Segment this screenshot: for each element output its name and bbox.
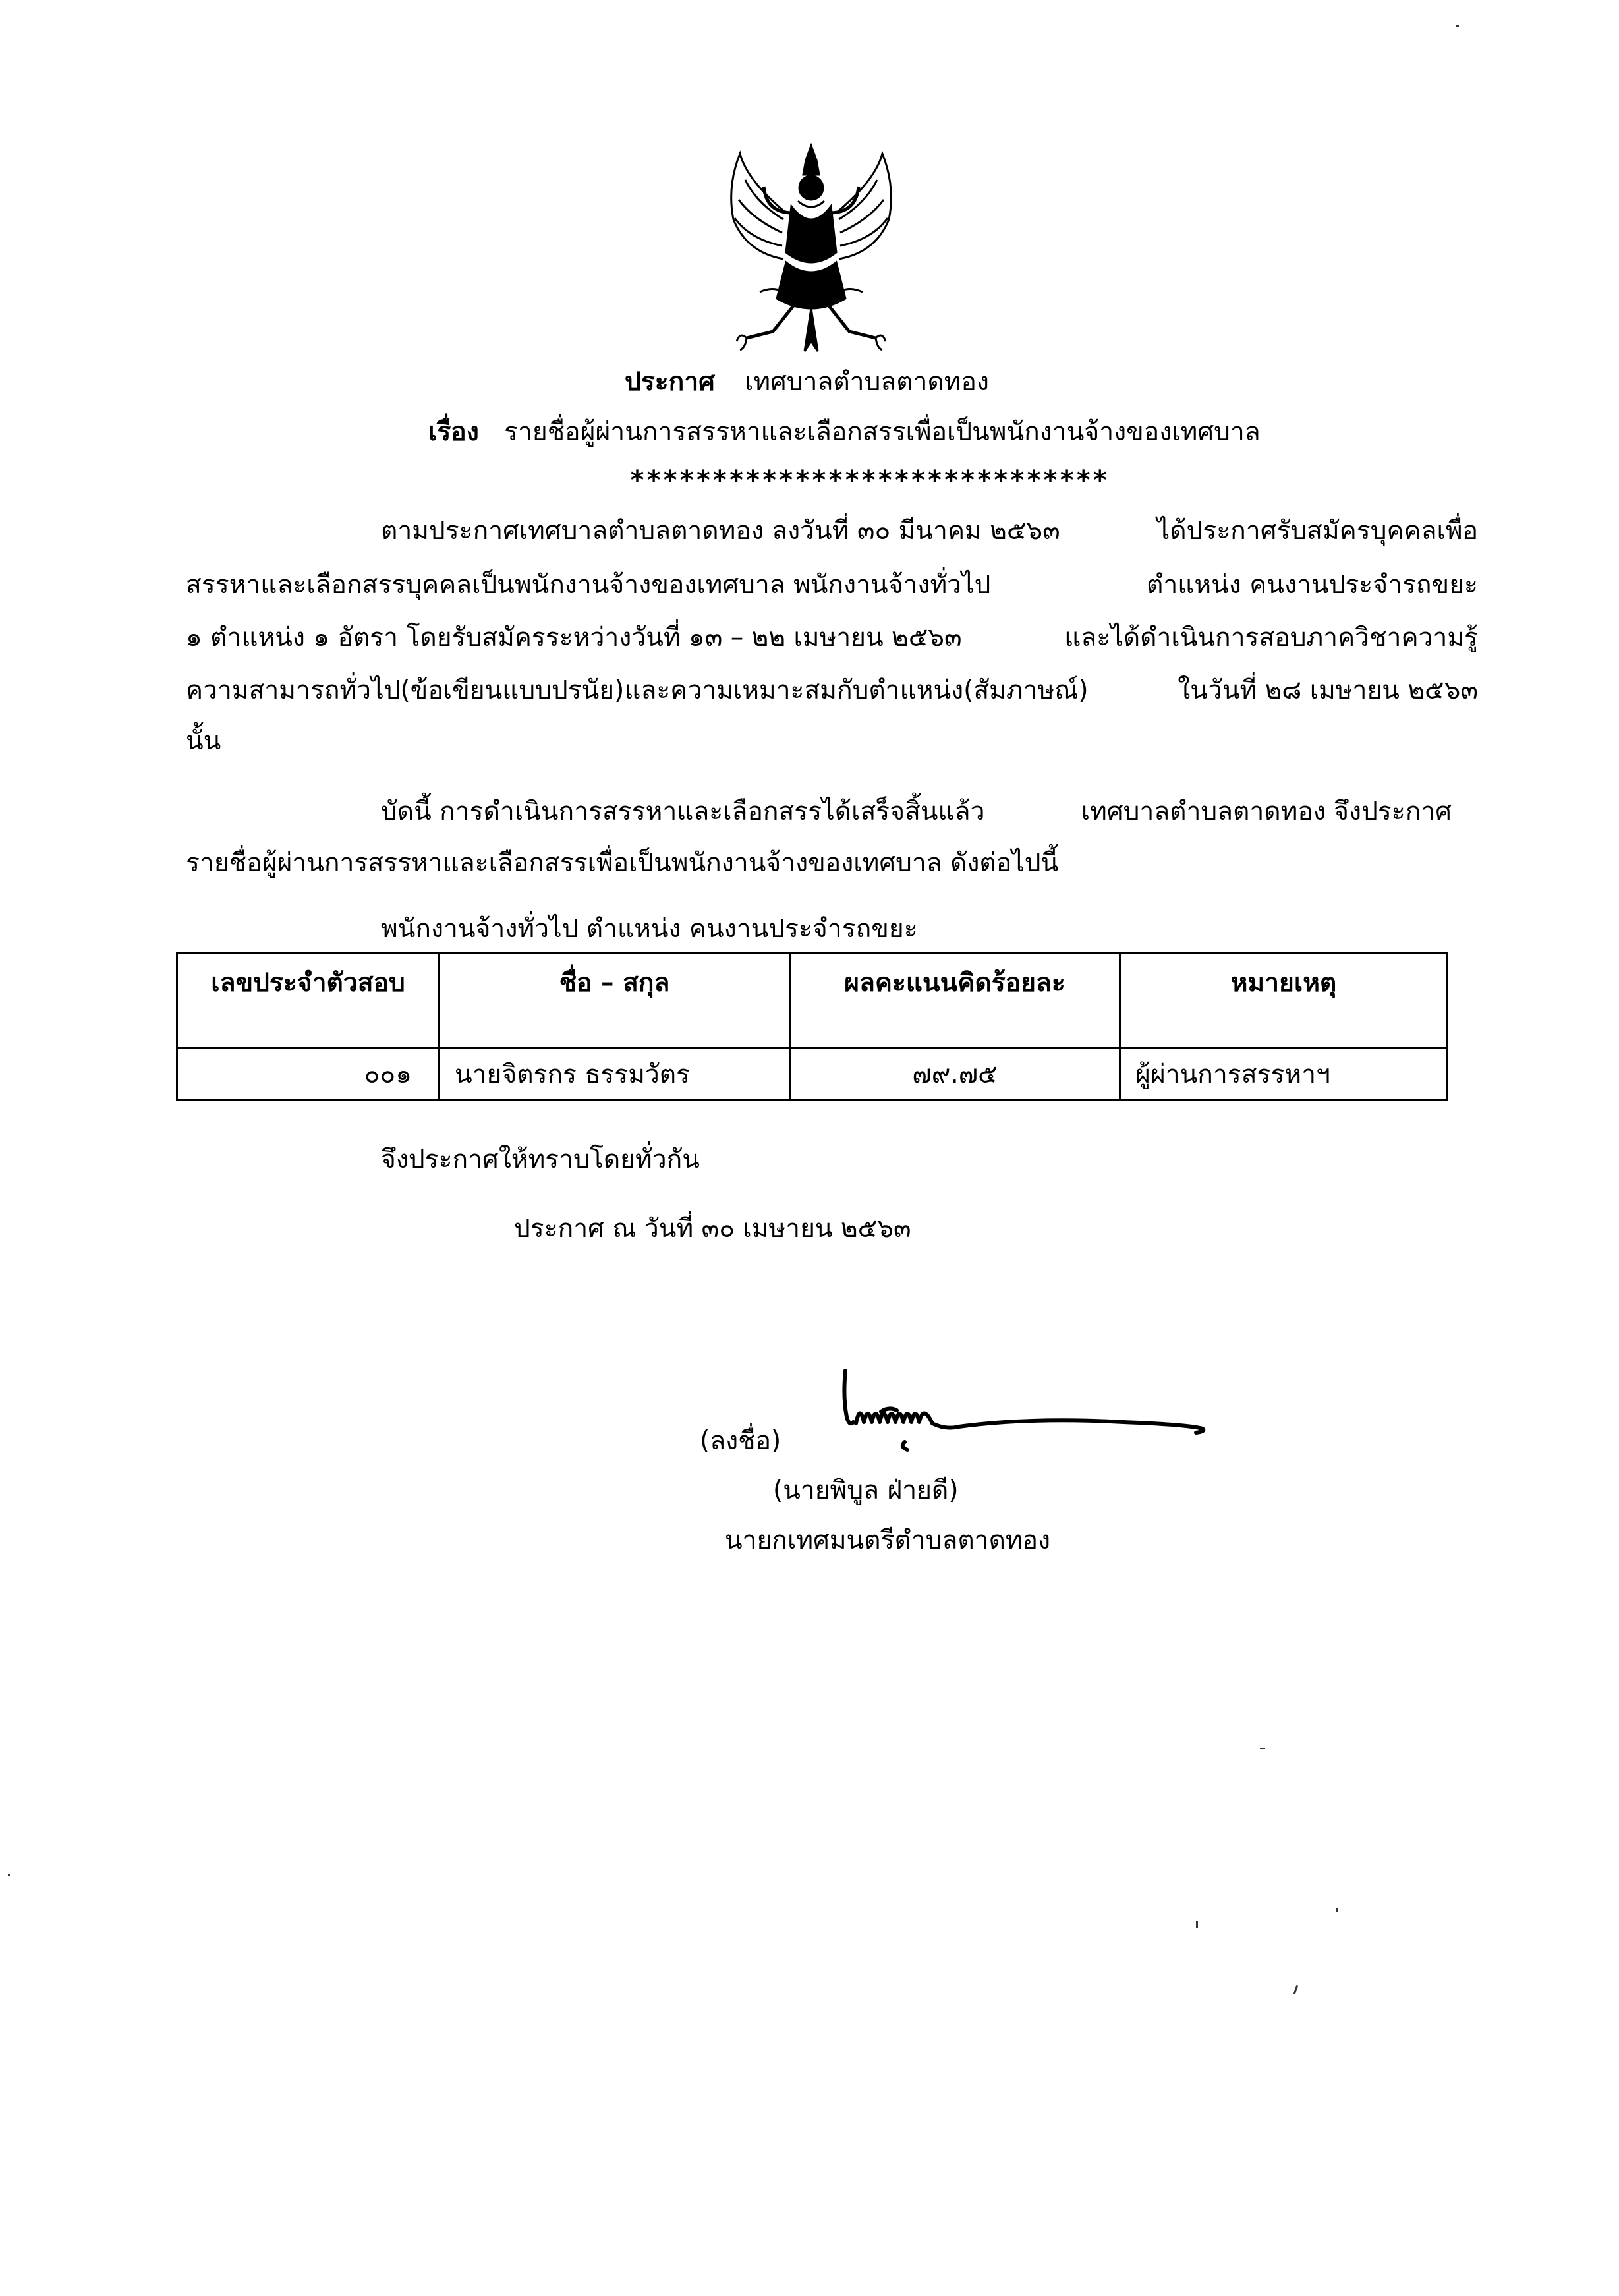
table-row <box>177 1048 1448 1100</box>
paragraph-1-line-2-b: ตำแหน่ง คนงานประจำรถขยะ <box>1147 570 1478 600</box>
scan-speck <box>1336 1908 1338 1912</box>
cell-remark: ผู้ผ่านการสรรหาฯ <box>1120 1048 1448 1100</box>
scan-speck <box>1456 25 1459 27</box>
signature-label: (ลงชื่อ) <box>700 1426 781 1456</box>
paragraph-1-line-1-b: ได้ประกาศรับสมัครบุคคลเพื่อ <box>1156 516 1478 546</box>
paragraph-1-line-1 <box>381 518 1478 544</box>
handwritten-signature <box>834 1364 1216 1470</box>
signer-name: (นายพิบูล ฝ่ายดี) <box>773 1476 959 1505</box>
paragraph-1-line-2-a: สรรหาและเลือกสรรบุคคลเป็นพนักงานจ้างของเทศบาล พนักงานจ้างทั่วไป <box>186 570 991 600</box>
paragraph-1-line-2 <box>186 572 1478 598</box>
paragraph-2-line-1-b: เทศบาลตำบลตาดทอง จึงประกาศ <box>1081 797 1452 826</box>
header-score-percent: ผลคะแนนคิดร้อยละ <box>790 954 1120 1048</box>
cell-full-name: นายจิตรกร ธรรมวัตร <box>440 1048 790 1100</box>
cell-score: ๗๙.๗๕ <box>790 1048 1120 1100</box>
closing-notice: จึงประกาศให้ทราบโดยทั่วกัน <box>381 1145 700 1174</box>
paragraph-1-line-4-a: ความสามารถทั่วไป(ข้อเขียนแบบปรนัย)และความเหมาะสมกับตำแหน่ง(สัมภาษณ์) <box>186 675 1089 705</box>
paragraph-1-line-4-b: ในวันที่ ๒๘ เมษายน ๒๕๖๓ <box>1178 675 1478 705</box>
paragraph-1-line-1-a: ตามประกาศเทศบาลตำบลตาดทอง ลงวันที่ ๓๐ มีนาคม ๒๕๖๓ <box>381 516 1060 546</box>
paragraph-1-line-4 <box>186 677 1478 703</box>
subject-text: รายชื่อผู้ผ่านการสรรหาและเลือกสรรเพื่อเป็นพนักงานจ้างของเทศบาล <box>504 417 1261 447</box>
paragraph-1-line-5: นั้น <box>186 726 221 756</box>
header-exam-id: เลขประจำตัวสอบ <box>177 954 440 1048</box>
header-full-name: ชื่อ – สกุล <box>440 954 790 1048</box>
scan-speck <box>1293 1985 1299 1994</box>
paragraph-1-line-3 <box>186 625 1478 650</box>
header-remark: หมายเหตุ <box>1120 954 1448 1048</box>
scan-speck <box>8 1874 10 1876</box>
announce-date-line: ประกาศ ณ วันที่ ๓๐ เมษายน ๒๕๖๓ <box>514 1214 911 1244</box>
paragraph-2-line-1 <box>381 799 1452 824</box>
scan-speck <box>1196 1921 1198 1928</box>
subject-label: เรื่อง <box>428 417 479 447</box>
cell-exam-id: ๐๐๑ <box>177 1048 440 1100</box>
paragraph-2-line-1-a: บัดนี้ การดำเนินการสรรหาและเลือกสรรได้เสร็จสิ้นแล้ว <box>381 797 985 826</box>
announce-label: ประกาศ <box>625 367 715 397</box>
header-divider: ***************************** <box>629 465 1109 496</box>
results-table <box>176 952 1448 1101</box>
table-header-row <box>177 954 1448 1048</box>
paragraph-1-line-3-a: ๑ ตำแหน่ง ๑ อัตรา โดยรับสมัครระหว่างวันที่ ๑๓ – ๒๒ เมษายน ๒๕๖๓ <box>186 623 962 652</box>
paragraph-2-line-2: รายชื่อผู้ผ่านการสรรหาและเลือกสรรเพื่อเป็นพนักงานจ้างของเทศบาล ดังต่อไปนี้ <box>186 848 1059 878</box>
garuda-emblem-icon <box>720 140 902 355</box>
paragraph-1-line-3-b: และได้ดำเนินการสอบภาควิชาความรู้ <box>1064 623 1478 652</box>
announce-org: เทศบาลตำบลตาดทอง <box>745 367 989 397</box>
position-caption: พนักงานจ้างทั่วไป ตำแหน่ง คนงานประจำรถขยะ <box>381 914 918 944</box>
scan-speck <box>1260 1748 1265 1749</box>
signer-title: นายกเทศมนตรีตำบลตาดทอง <box>725 1526 1051 1555</box>
